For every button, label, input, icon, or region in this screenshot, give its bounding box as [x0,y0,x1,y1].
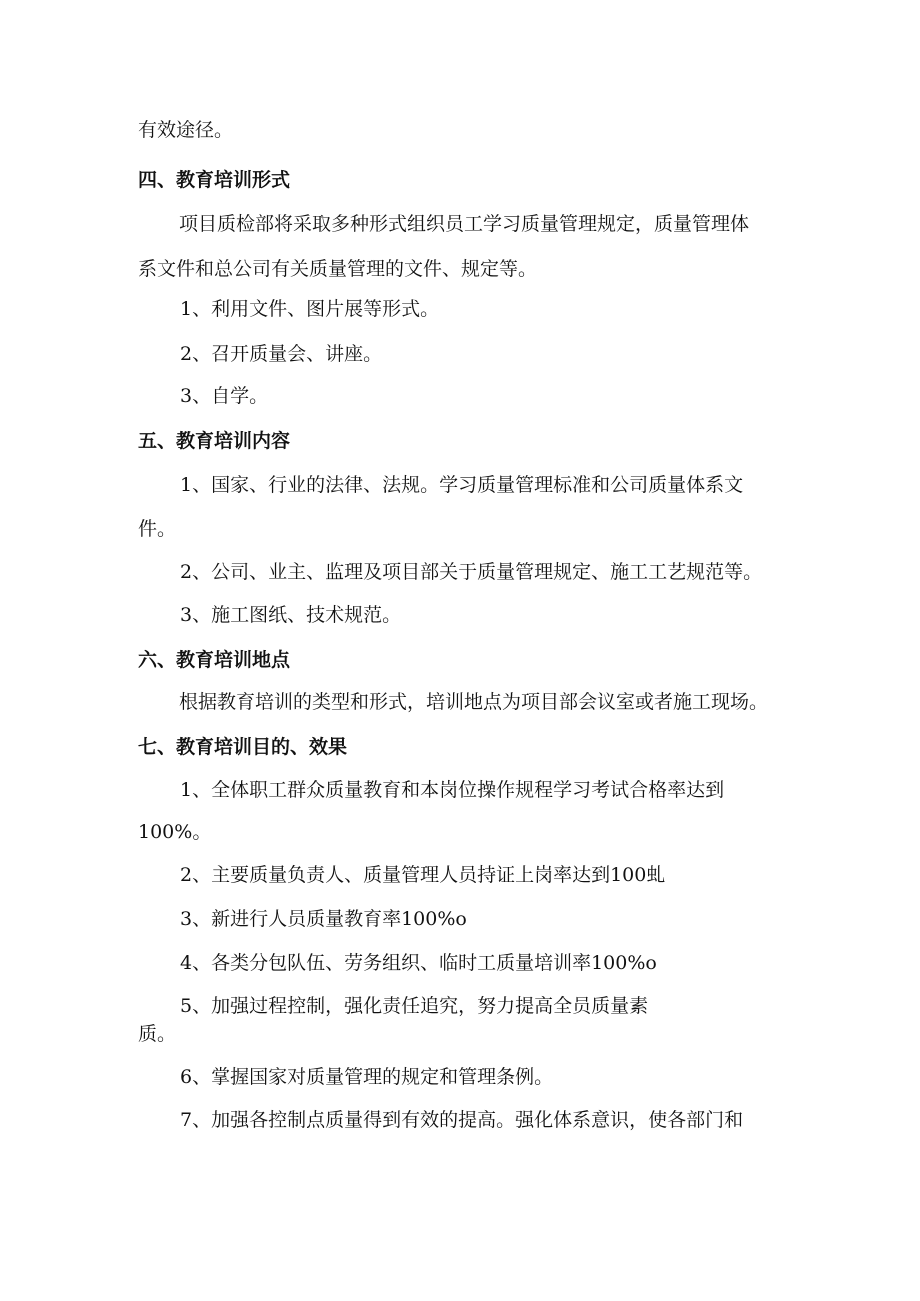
paragraph-line: 根据教育培训的类型和形式，培训地点为项目部会议室或者施工现场。 [179,691,769,713]
list-item: 1、国家、行业的法律、法规。学习质量管理标准和公司质量体系文 [180,474,744,496]
list-item: 4、各类分包队伍、劳务组织、临时工质量培训率100%o [180,952,657,974]
paragraph-line: 系文件和总公司有关质量管理的文件、规定等。 [138,258,538,280]
list-item: 1、全体职工群众质量教育和本岗位操作规程学习考试合格率达到 [180,779,725,801]
list-item: 1、利用文件、图片展等形式。 [180,298,440,320]
paragraph-line: 质。 [138,1023,177,1045]
section-heading: 七、教育培训目的、效果 [138,736,348,758]
list-item: 2、主要质量负责人、质量管理人员持证上岗率达到100虬 [180,864,666,886]
list-item: 5、加强过程控制，强化责任追究，努力提高全员质量素 [180,995,649,1017]
paragraph-line: 件。 [138,518,177,540]
list-item: 3、新进行人员质量教育率100%o [180,908,467,930]
paragraph-line: 有效途径。 [138,119,234,141]
section-heading: 四、教育培训形式 [138,169,291,191]
list-item: 3、自学。 [180,385,269,407]
list-item: 3、施工图纸、技术规范。 [180,604,402,626]
paragraph-line: 项目质检部将采取多种形式组织员工学习质量管理规定，质量管理体 [179,213,750,235]
section-heading: 五、教育培训内容 [138,430,291,452]
paragraph-line: 100%。 [138,821,212,843]
list-item: 6、掌握国家对质量管理的规定和管理条例。 [180,1066,554,1088]
list-item: 2、公司、业主、监理及项目部关于质量管理规定、施工工艺规范等。 [180,561,763,583]
section-heading: 六、教育培训地点 [138,649,291,671]
list-item: 7、加强各控制点质量得到有效的提高。强化体系意识，使各部门和 [180,1109,744,1131]
list-item: 2、召开质量会、讲座。 [180,343,383,365]
